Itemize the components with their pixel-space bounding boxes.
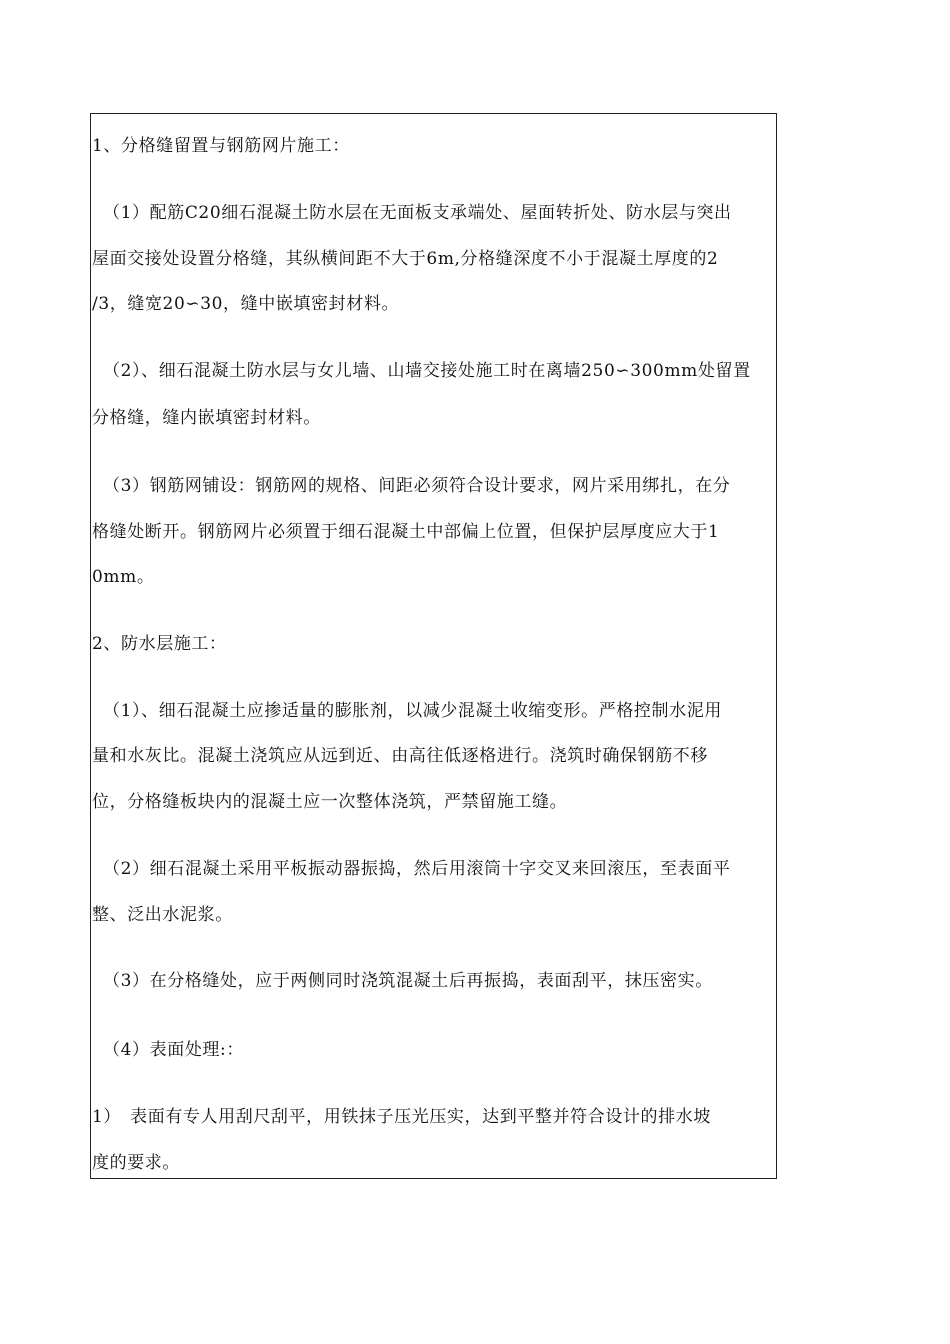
text-line: 分格缝，缝内嵌填密封材料。 <box>92 408 321 428</box>
text-line: 度的要求。 <box>92 1153 180 1173</box>
text-line: 格缝处断开。钢筋网片必须置于细石混凝土中部偏上位置，但保护层厚度应大于1 <box>92 522 720 542</box>
text-line: （1）配筋C20细石混凝土防水层在无面板支承端处、屋面转折处、防水层与突出 <box>103 203 732 223</box>
text-line: 屋面交接处设置分格缝，其纵横间距不大于6m,分格缝深度不小于混凝土厚度的2 <box>92 249 719 269</box>
text-line: 1） 表面有专人用刮尺刮平，用铁抹子压光压实，达到平整并符合设计的排水坡 <box>92 1107 711 1127</box>
text-line: （3）在分格缝处，应于两侧同时浇筑混凝土后再振捣，表面刮平，抹压密实。 <box>103 971 713 991</box>
text-line: （2）细石混凝土采用平板振动器振捣，然后用滚筒十字交叉来回滚压，至表面平 <box>103 859 731 879</box>
text-line: （1）、细石混凝土应掺适量的膨胀剂，以减少混凝土收缩变形。严格控制水泥用 <box>103 701 722 721</box>
text-line: 整、泛出水泥浆。 <box>92 905 233 925</box>
text-line: 2、防水层施工： <box>92 634 227 654</box>
content-frame <box>90 113 777 1179</box>
text-line: （2）、细石混凝土防水层与女儿墙、山墙交接处施工时在离墙250∽300mm处留置 <box>103 361 751 381</box>
text-line: （4）表面处理:： <box>103 1040 244 1060</box>
text-line: （3）钢筋网铺设：钢筋网的规格、间距必须符合设计要求，网片采用绑扎，在分 <box>103 476 731 496</box>
text-line: 0mm。 <box>92 567 155 587</box>
text-line: /3，缝宽20∽30，缝中嵌填密封材料。 <box>92 294 400 314</box>
text-line: 位，分格缝板块内的混凝土应一次整体浇筑，严禁留施工缝。 <box>92 792 568 812</box>
text-line: 1、分格缝留置与钢筋网片施工： <box>92 136 350 156</box>
text-line: 量和水灰比。混凝土浇筑应从远到近、由高往低逐格进行。浇筑时确保钢筋不移 <box>92 746 708 766</box>
